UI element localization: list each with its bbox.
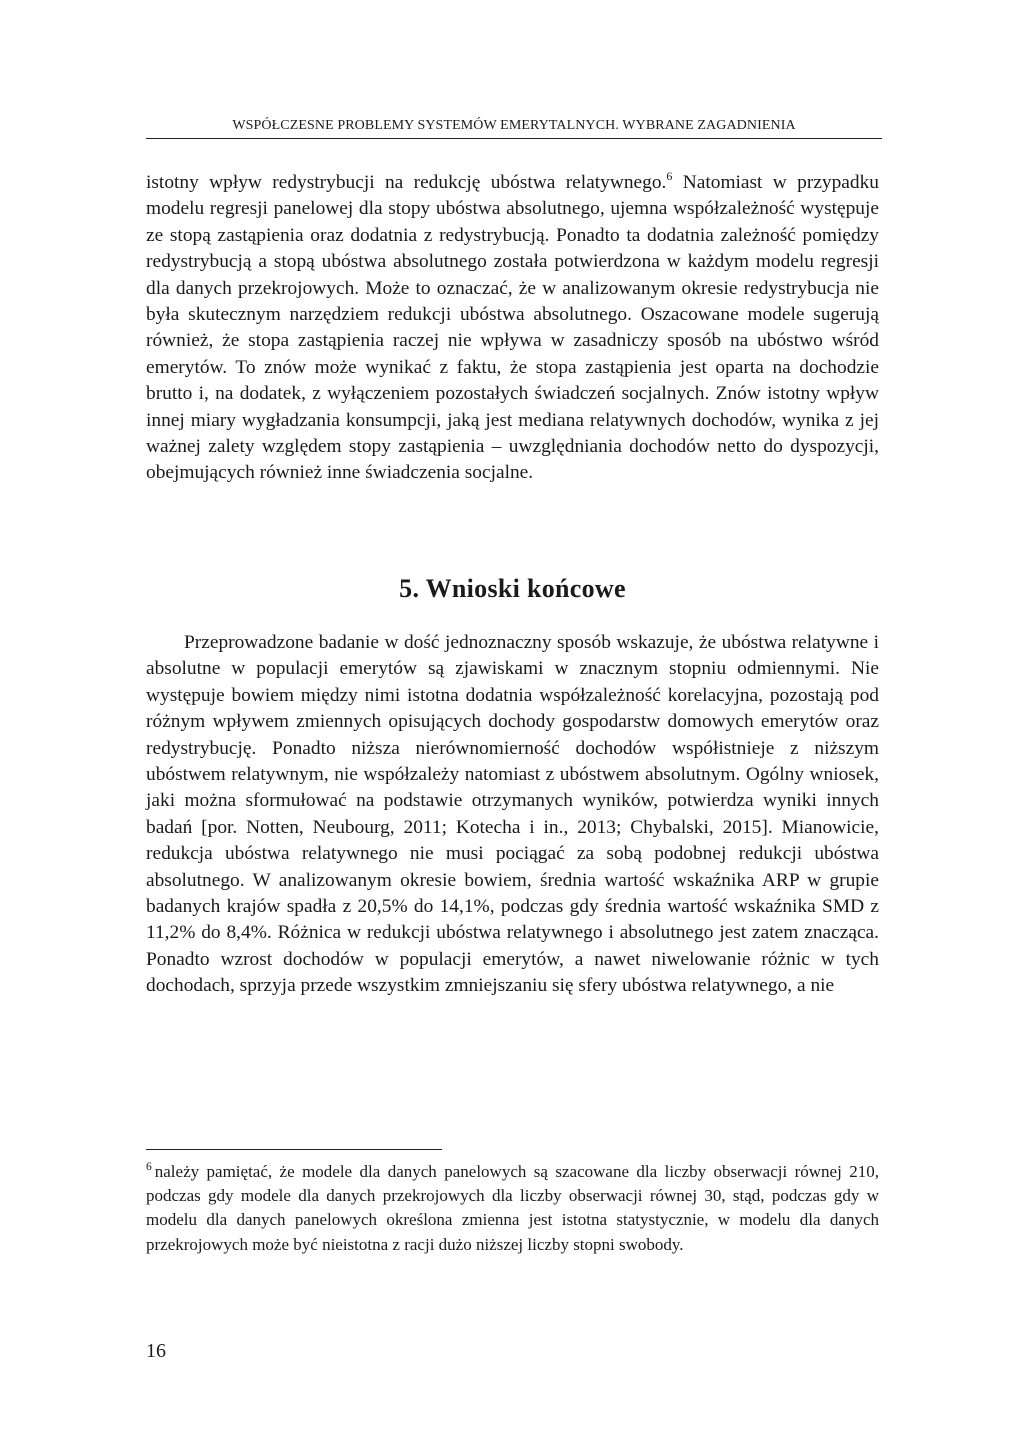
- header-divider: [146, 138, 882, 139]
- footnote-number: 6: [146, 1161, 152, 1173]
- section-heading: 5. Wnioski końcowe: [399, 574, 626, 603]
- body-paragraph-continued: [146, 170, 879, 487]
- footnote-reference[interactable]: 6: [666, 169, 673, 183]
- paragraph-text-after-footnote-ref: Natomiast w przypadku modelu regresji panelowej dla stopy ubóstwa absolutnego, ujemna współzależność występuje ze stopą zastąpienia oraz dodatnia z redystrybucją. Ponadto ta dodatnia zależność pomiędzy redystrybucją a stopą ubóstwa absolutnego została potwierdzona w każdym modelu regresji dla danych przekrojowych. Może to oznaczać, że w analizowanym okresie redystrybucja nie była skutecznym narzędziem redukcji ubóstwa absolutnego. Oszacowane modele sugerują również, że stopa zastąpienia raczej nie wpływa w zasadniczy sposób na ubóstwo wśród emerytów. To znów może wynikać z faktu, że stopa zastąpienia jest oparta na dochodzie brutto i, na dodatek, z wyłączeniem pozostałych świadczeń socjalnych. Znów istotny wpływ innej miary wygładzania konsumpcji, jaką jest mediana relatywnych dochodów, wynika z jej ważnej zalety względem stopy zastąpienia – uwzględniania dochodów netto do dyspozycji, obejmujących również inne świadczenia socjalne.: [146, 172, 880, 484]
- footnote-text: należy pamiętać, że modele dla danych panelowych są szacowane dla liczby obserwacji równej 210, podczas gdy modele dla danych przekrojowych dla liczby obserwacji równej 30, stąd, podczas gdy w modelu dla danych panelowych określona zmienna jest istotna statystycznie, w modelu dla danych przekrojowych może być nieistotna z racji dużo niższej liczby stopni swobody.: [146, 1162, 879, 1254]
- footnote-divider: [146, 1149, 442, 1150]
- conclusions-paragraph: Przeprowadzone badanie w dość jednoznaczny sposób wskazuje, że ubóstwa relatywne i absolutne w populacji emerytów są zjawiskami w znacznym stopniu odmiennymi. Nie występuje bowiem między nimi istotna dodatnia współzależność korelacyjna, pozostają pod różnym wpływem zmiennych opisujących dochody gospodarstw domowych emerytów oraz redystrybucję. Ponadto niższa nierównomierność dochodów współistnieje z niższym ubóstwem relatywnym, nie współzależy natomiast z ubóstwem absolutnym. Ogólny wniosek, jaki można sformułować na podstawie otrzymanych wyników, potwierdza wyniki innych badań [por. Notten, Neubourg, 2011; Kotecha i in., 2013; Chybalski, 2015]. Mianowicie, redukcja ubóstwa relatywnego nie musi pociągać za sobą podobnej redukcji ubóstwa absolutnego. W analizowanym okresie bowiem, średnia wartość wskaźnika ARP w grupie badanych krajów spadła z 20,5% do 14,1%, podczas gdy średnia wartość wskaźnika SMD z 11,2% do 8,4%. Różnica w redukcji ubóstwa relatywnego i absolutnego jest zatem znacząca. Ponadto wzrost dochodów w populacji emerytów, a nawet niwelowanie różnic w tych dochodach, sprzyja przede wszystkim zmniejszaniu się sfery ubóstwa relatywnego, a nie: [146, 632, 879, 997]
- page-number: 16: [146, 1340, 166, 1362]
- running-header: WSPÓŁCZESNE PROBLEMY SYSTEMÓW EMERYTALNYCH. WYBRANE ZAGADNIENIA: [232, 118, 796, 133]
- paragraph-text-before-footnote-ref: istotny wpływ redystrybucji na redukcję ubóstwa relatywnego.: [146, 172, 667, 193]
- footnote: [146, 1160, 879, 1257]
